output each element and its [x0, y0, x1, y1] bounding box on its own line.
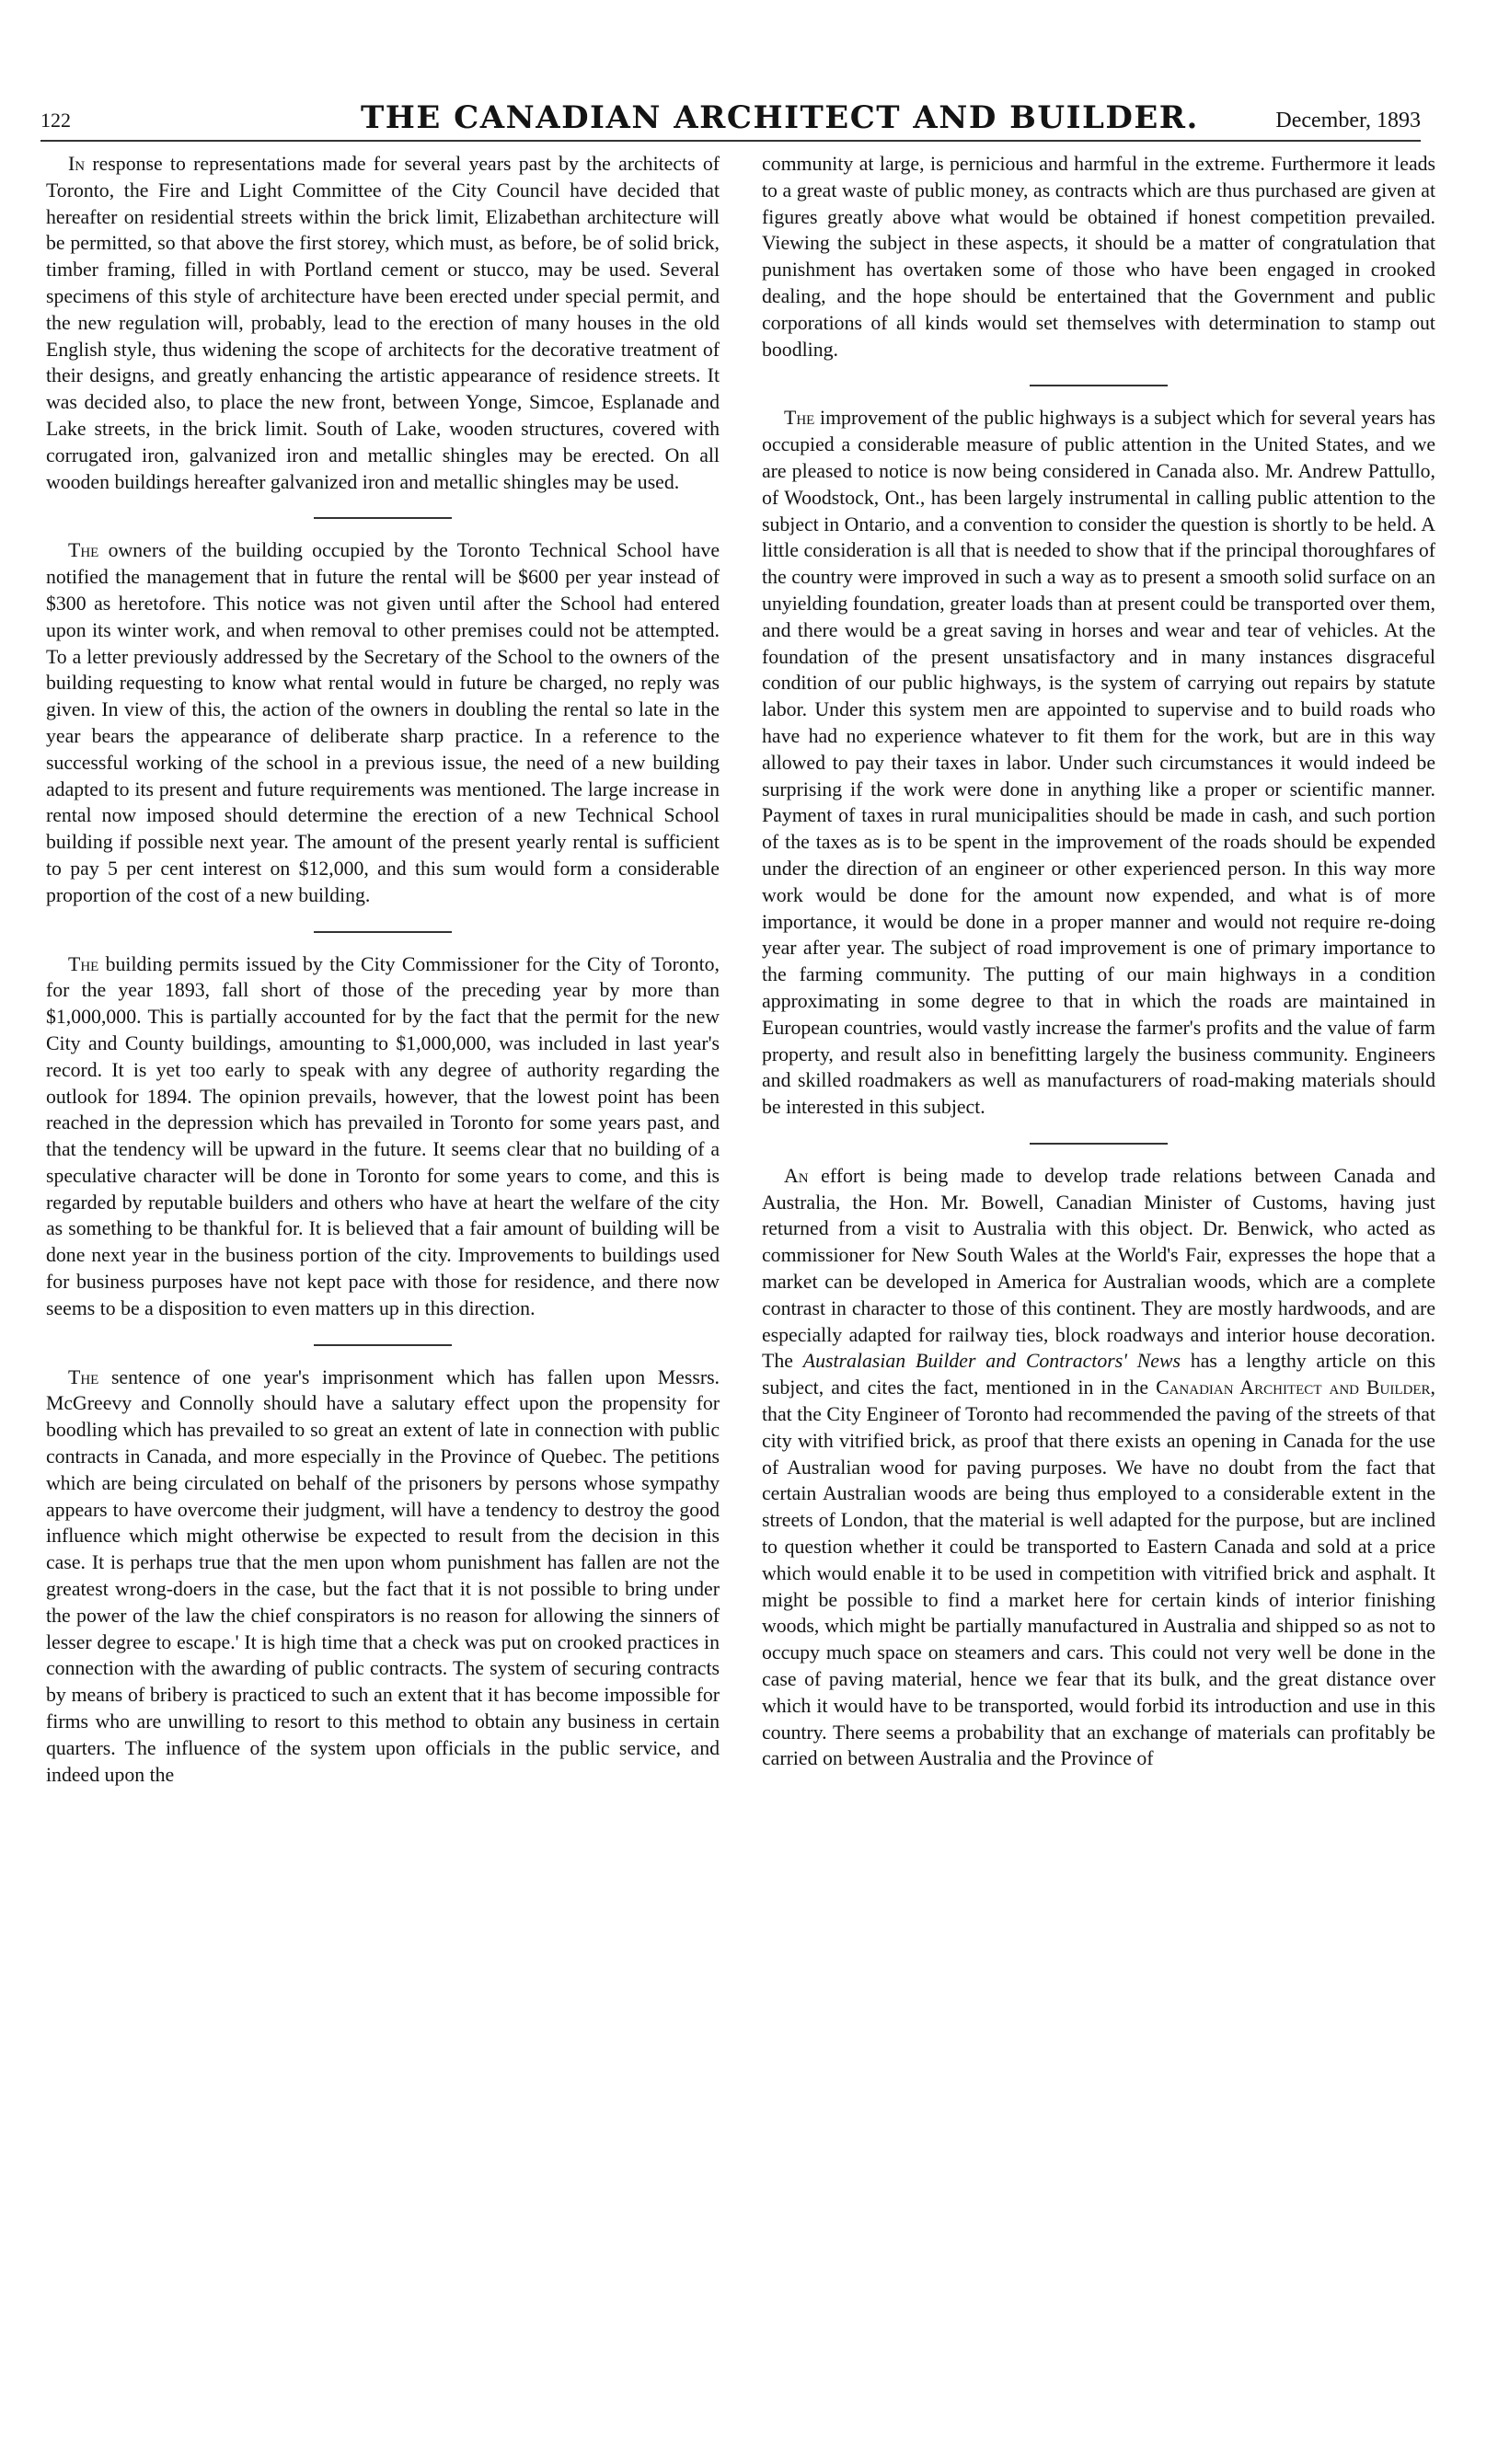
- article-body: owners of the building occupied by the Toronto Technical School have notified the management that in future the rental will be $600 per year instead of $300 as heretofore. This notice was not given until after the School had entered upon its winter work, and when removal to other premises could not be attempted. To a letter previously addressed by the Secretary of the School to the owners of the building requesting to know what rental would in future be charged, no reply was given. In view of this, the action of the owners in doubling the rental so late in the year bears the appearance of deliberate sharp practice. In a reference to the successful working of the school in a previous issue, the need of a new building adapted to its present and future requirements was mentioned. The large increase in rental now imposed should determine the erection of a new Technical School building if possible next year. The amount of the present yearly rental is sufficient to pay 5 per cent interest on $12,000, and this sum would form a considerable proportion of the cost of a new building.: [46, 539, 720, 906]
- article-lead-word: In: [68, 153, 86, 175]
- article-body: that the City Engineer of Toronto had recommended the paving of the streets of that city with vitrified brick, as proof that there exists an opening in Canada for the use of Australian wood for paving purposes. We have no doubt from the fact that certain Australian woods are being thus employed to a considerable extent in the streets of London, that the material is well adapted for the purpose, but are inclined to question whether it could be transported to Eastern Canada and sold at a price which would enable it to be used in competition with vitrified brick and asphalt. It might be possible to find a market here for certain kinds of interior finishing woods, which might be partially manufactured in Australia and shipped so as not to occupy much space on steamers and cars. This could not very well be done in the case of paving material, hence we fear that its bulk, and the great distance over which it would have to be transported, would forbid its introduction and use in this country. There seems a probability that an exchange of materials can profitably be carried on between Australia and the Province of: [762, 1403, 1435, 1770]
- article-lead-word: The: [68, 952, 99, 975]
- masthead: THE CANADIAN ARCHITECT AND BUILDER.: [361, 99, 1199, 136]
- article-boodling-continued: [762, 151, 1435, 363]
- article-boodling-sentence: [46, 1364, 720, 1789]
- right-column: [762, 151, 1435, 1772]
- section-divider: [314, 517, 452, 519]
- article-body: has a lengthy article on this subject, and cites the fact, mentioned in in the: [762, 1350, 1435, 1399]
- article-body: community at large, is pernicious and harmful in the extreme. Furthermore it leads to a great waste of public money, as contracts which are thus purchased are given at figures greatly above what would be obtained if honest competition prevailed. Viewing the subject in these aspects, it should be a matter of congratulation that punishment has overtaken some of those who have been engaged in crooked dealing, and the hope should be entertained that the Government and public corporations of all kinds would set themselves with determination to stamp out boodling.: [762, 153, 1435, 361]
- left-column: [46, 151, 720, 1788]
- page-number: 122: [40, 109, 71, 132]
- article-body: response to representations made for several years past by the architects of Toronto, the Fire and Light Committee of the City Council have decided that hereafter on residential streets within the brick limit, Elizabethan architecture will be permitted, so that above the first storey, which must, as before, be of solid brick, timber framing, filled in with Portland cement or stucco, may be used. Several specimens of this style of architecture have been erected under special permit, and the new regulation will, probably, lead to the erection of many houses in the old English style, thus widening the scope of architects for the decorative treatment of their designs, and greatly enhancing the artistic appearance of residence streets. It was decided also, to place the new front, between Yonge, Simcoe, Esplanade and Lake streets, in the brick limit. South of Lake, wooden structures, covered with corrugated iron, galvanized iron and metallic shingles may be erected. On all wooden buildings hereafter galvanized iron and metallic shingles may be used.: [46, 153, 720, 493]
- article-body: building permits issued by the City Commissioner for the City of Toronto, for the year 1893, fall short of those of the preceding year by more than $1,000,000. This is partially accounted for by the fact that the permit for the new City and County buildings, amounting to $1,000,000, was included in last year's record. It is yet too early to speak with any degree of authority regarding the outlook for 1894. The opinion prevails, however, that the lowest point has been reached in the depression which has prevailed in Toronto for some years past, and that the tendency will be upward in the future. It seems clear that no building of a speculative character will be done in Toronto for some years to come, and this is regarded by reputable builders and others who have at heart the welfare of the city as something to be thankful for. It is believed that a fair amount of building will be done next year in the business portion of the city. Improvements to buildings used for business purposes have not kept pace with those for residence, and there now seems to be a disposition to even matters up in this direction.: [46, 952, 720, 1319]
- article-lead-word: The: [784, 407, 815, 430]
- article-lead-word: An: [784, 1164, 809, 1187]
- section-divider: [1030, 385, 1168, 386]
- own-publication-name: Canadian Architect and Builder,: [1156, 1376, 1435, 1399]
- article-building-permits: [46, 951, 720, 1322]
- header-rule: [40, 140, 1421, 142]
- article-body: effort is being made to develop trade relations between Canada and Australia, the Hon. Mr. Bowell, Canadian Minister of Customs, having just returned from a visit to Australia with this object. Dr. Benwick, who acted as commissioner for New South Wales at the World's Fair, expresses the hope that a market can be developed in America for Australian woods, which are a complete contrast in character to those of this continent. They are mostly hardwoods, and are especially adapted for railway ties, block roadways and interior house decoration. The: [762, 1164, 1436, 1373]
- section-divider: [1030, 1143, 1168, 1145]
- article-australia-trade: [762, 1163, 1435, 1772]
- article-body: improvement of the public highways is a subject which for several years has occupied a considerable measure of public attention in the United States, and we are pleased to notice is now being considered in Canada also. Mr. Andrew Pattullo, of Woodstock, Ont., has been largely instrumental in calling public attention to the subject in Ontario, and a convention to consider the question is shortly to be held. A little consideration is all that is needed to show that if the principal thoroughfares of the country were improved in such a way as to present a smooth solid surface on an unyielding foundation, greater loads than at present could be transported over them, and there would be a great saving in horses and wear and tear of vehicles. At the foundation of the present unsatisfactory and in many instances disgraceful condition of our public highways, is the system of carrying out repairs by statute labor. Under this system men are appointed to supervise and to build roads who have had no experience whatever to fit them for the work, but are in this way allowed to pay their taxes in labor. Under such circumstances it would indeed be surprising if the work were done in anything like a proper or scientific manner. Payment of taxes in rural municipalities should be made in cash, and such portion of the taxes as is to be spent in the improvement of the roads should be expended under the direction of an engineer or other experienced person. In this way more work would be done for the amount now expended, and what is of more importance, it would be done in a proper manner and would not require re-doing year after year. The subject of road improvement is one of primary importance to the farming community. The putting of our main highways in a condition approximating in some degree to that in which the roads are maintained in European countries, would vastly increase the farmer's profits and the value of farm property, and result also in benefitting largely the business community. Engineers and skilled roadmakers as well as manufacturers of road-making materials should be interested in this subject.: [762, 407, 1436, 1119]
- section-divider: [314, 931, 452, 933]
- article-body: sentence of one year's imprisonment which has fallen upon Messrs. McGreevy and Connolly should have a salutary effect upon the propensity for boodling which has prevailed to so great an extent of late in connection with public contracts in Canada, and more especially in the Province of Quebec. The petitions which are being circulated on behalf of the prisoners by persons whose sympathy appears to have overcome their judgment, will have a tendency to destroy the good influence which might otherwise be expected to result from the decision in this case. It is perhaps true that the men upon whom punishment has fallen are not the greatest wrong-doers in the case, but the fact that it is not possible to bring under the power of the law the chief conspirators is no reason for allowing the sinners of lesser degree to escape.' It is high time that a check was put on crooked practices in connection with the awarding of public contracts. The system of securing contracts by means of bribery is practiced to such an extent that it has become impossible for firms who are unwilling to resort to this method to obtain any business in certain quarters. The influence of the system upon officials in the public service, and indeed upon the: [46, 1365, 720, 1786]
- article-lead-word: The: [68, 1365, 99, 1388]
- issue-date: December, 1893: [1275, 109, 1421, 132]
- article-lead-word: The: [68, 539, 99, 562]
- article-technical-school-rental: [46, 537, 720, 908]
- article-elizabethan-architecture: [46, 151, 720, 495]
- section-divider: [314, 1344, 452, 1346]
- article-public-highways: [762, 405, 1435, 1121]
- page-header: [40, 99, 1421, 142]
- publication-title: Australasian Builder and Contractors' News: [802, 1350, 1181, 1373]
